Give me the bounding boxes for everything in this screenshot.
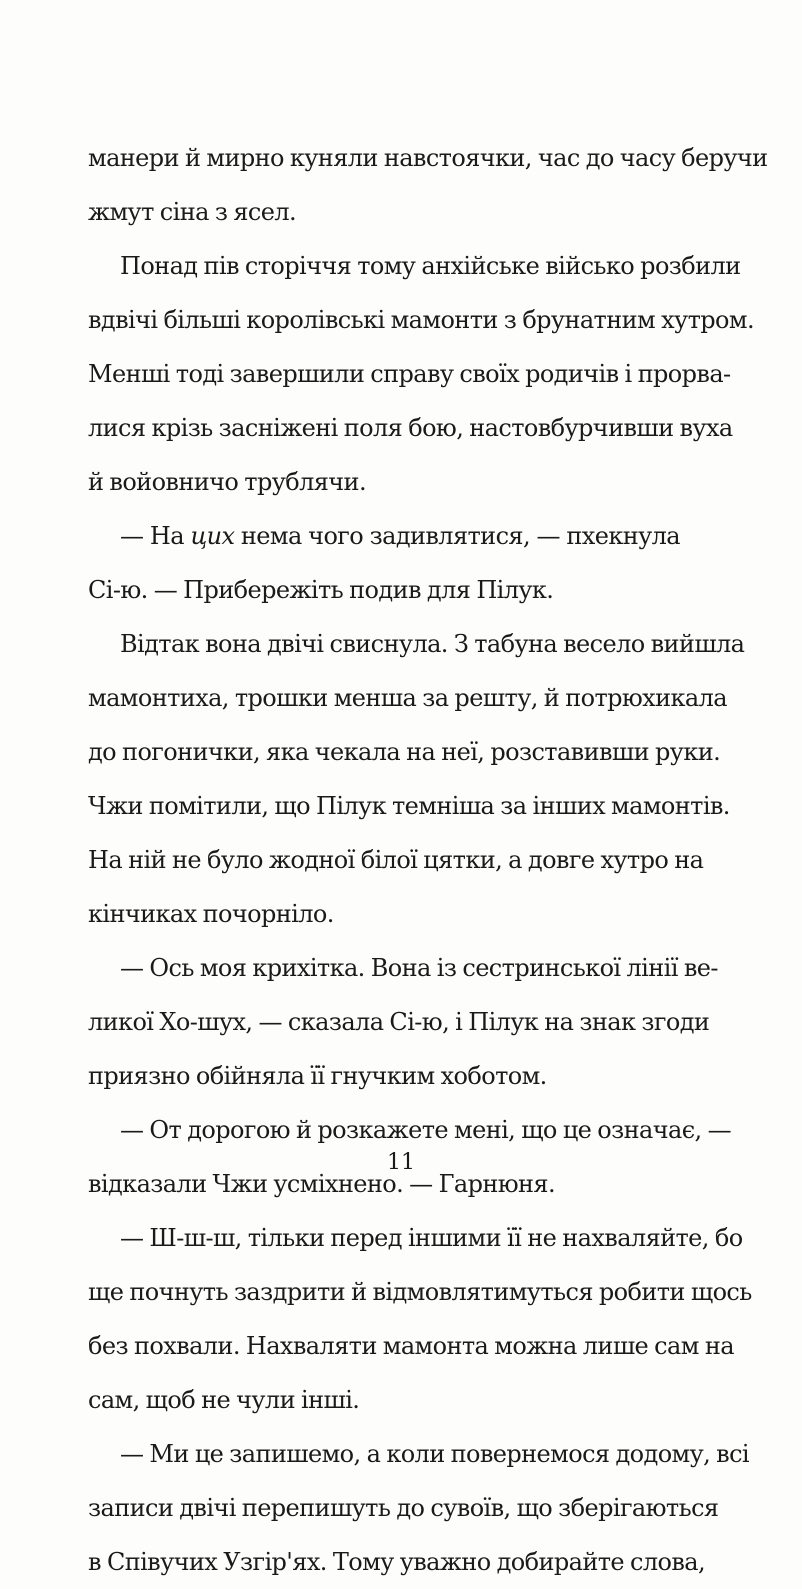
text-line: жмут сіна з ясел.: [88, 198, 297, 226]
text-line: манери й мирно куняли навстоячки, час до часу беручи: [88, 144, 768, 172]
page-number: 11: [387, 1150, 415, 1175]
text-line: Сі-ю. — Прибережіть подив для Пілук.: [88, 576, 554, 604]
text-line: відказали Чжи усміхнено. — Гарнюня.: [88, 1170, 555, 1198]
text-line: Понад пів сторіччя тому анхійське військо розбили: [120, 252, 741, 280]
text-segment: — На: [120, 522, 191, 550]
text-line: лися крізь засніжені поля бою, настовбурчивши вуха: [88, 414, 733, 442]
book-page-text: [88, 131, 768, 1589]
text-line: без похвали. Нахваляти мамонта можна лише сам на: [88, 1332, 734, 1360]
text-line: мамонтиха, трошки менша за решту, й потрюхикала: [88, 684, 727, 712]
text-line: приязно обійняла її гнучким хоботом.: [88, 1062, 547, 1090]
text-line: — Ми це запишемо, а коли повернемося додому, всі: [120, 1440, 750, 1468]
text-line: [88, 509, 680, 563]
text-line: — Ось моя крихітка. Вона із сестринської лінії ве-: [120, 954, 718, 982]
text-line: Відтак вона двічі свиснула. З табуна весело вийшла: [120, 630, 745, 658]
text-line: до погонички, яка чекала на неї, розставивши руки.: [88, 738, 721, 766]
text-line: кінчиках почорніло.: [88, 900, 334, 928]
text-line: На ній не було жодної білої цятки, а довге хутро на: [88, 846, 704, 874]
text-line: ще почнуть заздрити й відмовлятимуться робити щось: [88, 1278, 752, 1306]
text-line: сам, щоб не чули інші.: [88, 1386, 360, 1414]
text-line: Менші тоді завершили справу своїх родичів і прорва-: [88, 360, 731, 388]
text-line: — От дорогою й розкажете мені, що це означає, —: [120, 1116, 731, 1144]
text-line: й войовничо трублячи.: [88, 468, 366, 496]
text-line: — Ш-ш-ш, тільки перед іншими її не нахваляйте, бо: [120, 1224, 743, 1252]
text-line: Чжи помітили, що Пілук темніша за інших мамонтів.: [88, 792, 730, 820]
text-line: ликої Хо-шух, — сказала Сі-ю, і Пілук на знак згоди: [88, 1008, 710, 1036]
text-line: вдвічі більші королівські мамонти з брунатним хутром.: [88, 306, 754, 334]
text-segment: нема чого задивлятися, — пхекнула: [234, 522, 680, 550]
text-line: записи двічі перепишуть до сувоїв, що зберігаються: [88, 1494, 719, 1522]
text-line: в Співучих Узгір'ях. Тому уважно добирайте слова,: [88, 1548, 706, 1576]
italic-emphasis: цих: [190, 522, 235, 550]
